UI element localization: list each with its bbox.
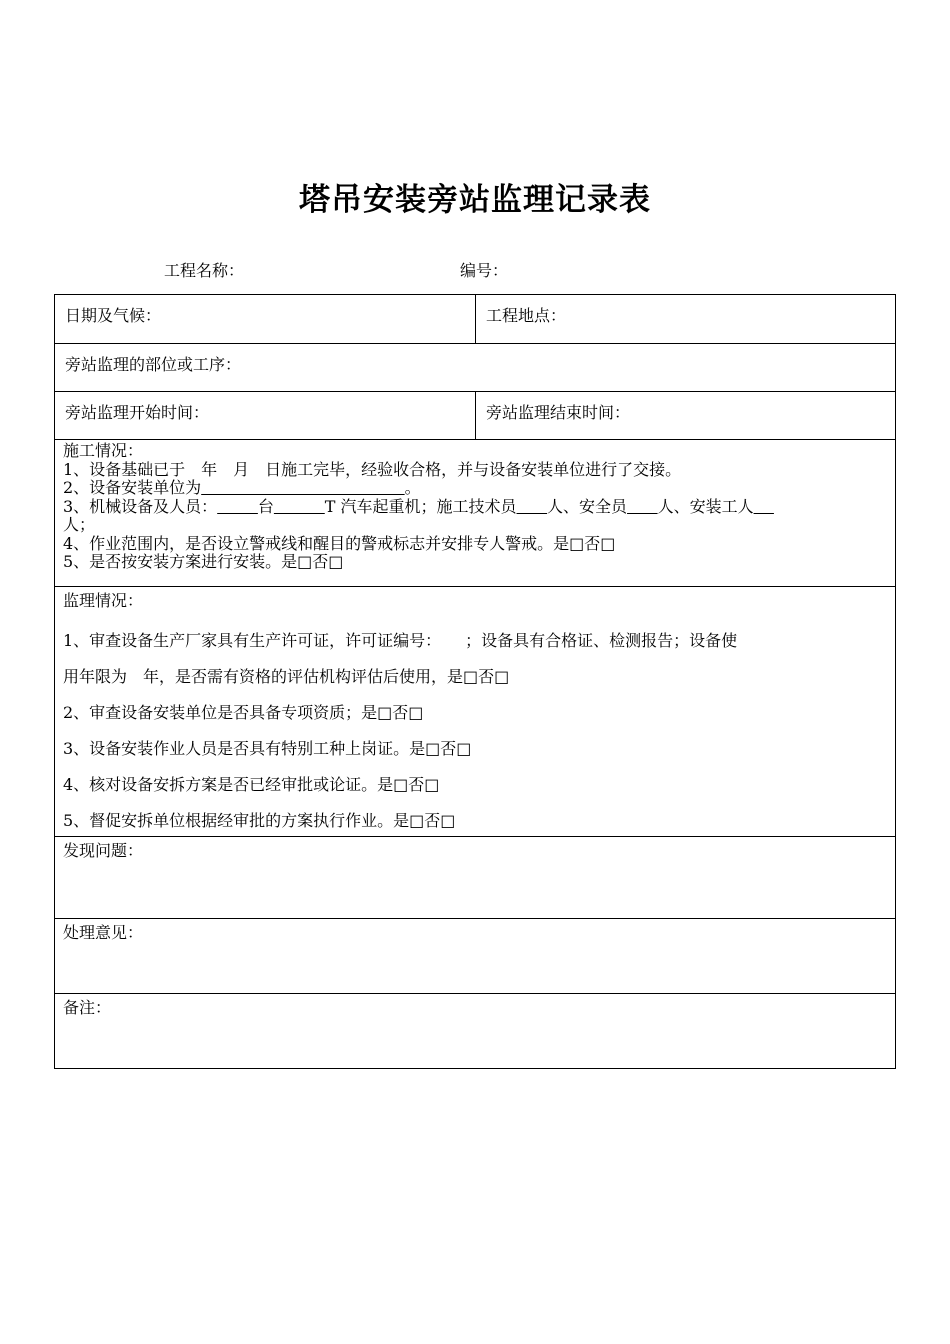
supervision-item-5: 5、督促安拆单位根据经审批的方案执行作业。是□否□	[63, 811, 456, 830]
row-construction	[55, 439, 895, 586]
row-remarks	[55, 993, 895, 1068]
remarks-field[interactable]: 备注：	[63, 998, 112, 1017]
date-weather-field[interactable]: 日期及气候：	[55, 295, 476, 343]
construction-item-1: 1、设备基础已于 年 月 日施工完毕，经验收合格，并与设备安装单位进行了交接。	[63, 460, 682, 479]
construction-item-3-e: 人、安装工人	[657, 497, 754, 516]
construction-item-3-d: 人、安全员	[547, 497, 628, 516]
opinion-field[interactable]: 处理意见：	[63, 923, 144, 942]
construction-item-4: 4、作业范围内，是否设立警戒线和醒目的警戒标志并安排专人警戒。是□否□	[63, 534, 616, 553]
installer-blank[interactable]	[201, 479, 404, 497]
problems-field[interactable]: 发现问题：	[63, 841, 144, 860]
construction-item-5: 5、是否按安装方案进行安装。是□否□	[63, 553, 344, 571]
construction-item-2	[63, 479, 887, 498]
crane-tonnage-blank[interactable]	[274, 498, 325, 516]
part-process-field[interactable]: 旁站监理的部位或工序：	[65, 355, 242, 374]
construction-item-3-wrap: 人；	[63, 516, 96, 534]
page-title: 塔吊安装旁站监理记录表	[299, 182, 651, 218]
supervision-item-1-wrap: 用年限为 年，是否需有资格的评估机构评估后使用，是□否□	[63, 667, 510, 686]
supervision-item-2: 2、审查设备安装单位是否具备专项资质；是□否□	[63, 703, 424, 722]
row-problems	[55, 836, 895, 918]
supervision-section[interactable]	[55, 587, 895, 836]
construction-section[interactable]	[55, 440, 895, 586]
row-opinion	[55, 918, 895, 993]
safety-officer-count-blank[interactable]	[627, 498, 658, 516]
record-form	[54, 294, 896, 1069]
project-name-label: 工程名称：	[164, 261, 245, 280]
row-part-process	[55, 343, 895, 391]
construction-item-2-suffix: 。	[404, 479, 421, 497]
supervision-item-4: 4、核对设备安拆方案是否已经审批或论证。是□否□	[63, 775, 440, 794]
construction-item-2-prefix: 2、设备安装单位为	[63, 479, 202, 497]
supervision-item-3: 3、设备安装作业人员是否具有特别工种上岗证。是□否□	[63, 739, 472, 758]
row-supervision	[55, 586, 895, 836]
construction-heading: 施工情况：	[63, 442, 144, 460]
construction-item-3	[63, 498, 887, 517]
technician-count-blank[interactable]	[517, 498, 548, 516]
equipment-count-blank[interactable]	[217, 498, 258, 516]
construction-item-3-b: 台	[257, 497, 274, 516]
start-time-field[interactable]: 旁站监理开始时间：	[55, 392, 476, 439]
row-date-location	[55, 295, 895, 343]
row-times	[55, 391, 895, 439]
number-label: 编号：	[460, 261, 509, 280]
supervision-heading: 监理情况：	[63, 591, 144, 610]
construction-item-3-c: T 汽车起重机；施工技术员	[324, 497, 517, 516]
construction-item-3-a: 3、机械设备及人员：	[63, 497, 218, 516]
end-time-field[interactable]: 旁站监理结束时间：	[486, 403, 631, 422]
installer-count-blank[interactable]	[754, 498, 774, 516]
location-field[interactable]: 工程地点：	[486, 306, 567, 325]
supervision-item-1: 1、审查设备生产厂家具有生产许可证，许可证编号： ；设备具有合格证、检测报告；设备使	[63, 631, 738, 650]
